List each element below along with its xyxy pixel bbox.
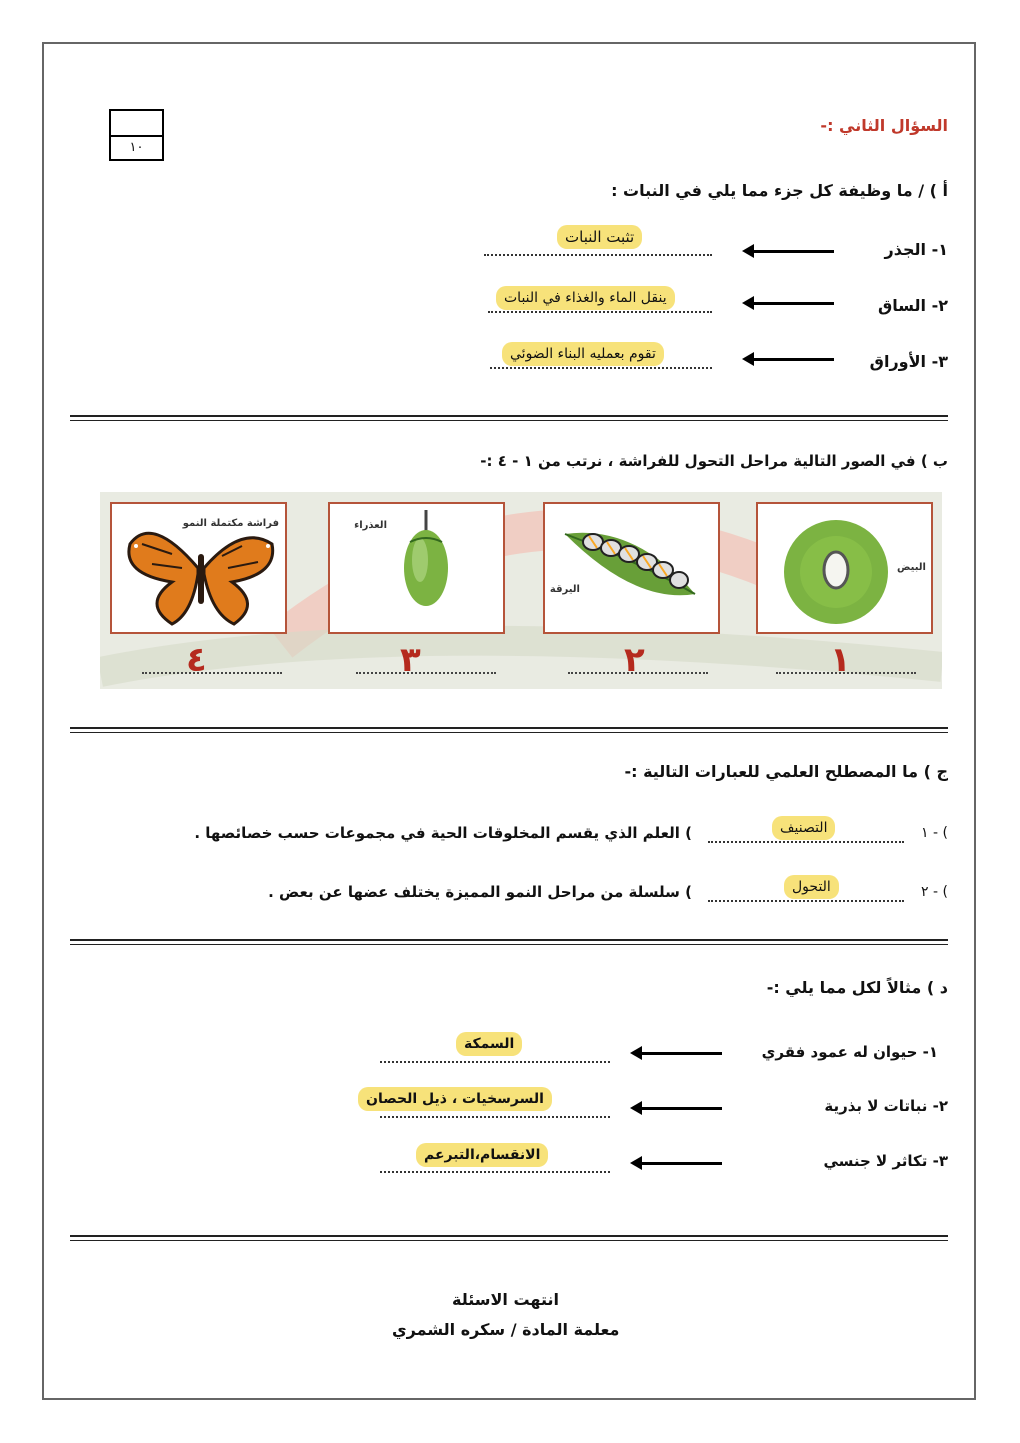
stage-panel-2 [543,502,720,634]
d-item-2-label: ٢- نباتات لا بذرية [824,1097,948,1115]
d-item-3-label: ٣- تكاثر لا جنسي [823,1152,948,1170]
a-item-3-arrow [752,358,834,361]
stage-2-label: اليرقة [549,584,580,595]
section-c-prompt: ج ) ما المصطلح العلمي للعبارات التالية :- [624,762,948,781]
c-item-2-num: ٢ - ( [921,884,948,900]
a-item-1-label: ١- الجذر [884,240,948,259]
a-item-3-label: ٣- الأوراق [869,352,948,371]
stage-2-number: ٢ [624,640,645,680]
a-item-2-answer-line [488,311,712,313]
section-a-prompt: أ ) / ما وظيفة كل جزء مما يلي في النبات : [611,181,948,200]
d-item-3-answer-line [380,1171,610,1173]
separator-2 [70,727,948,733]
stage-4-label: فراشة مكتملة النمو [182,518,279,529]
butterfly-stages-image [100,492,942,689]
c-item-1-answer: التصنيف [772,816,835,840]
score-box [109,109,164,161]
c-item-2-text: ) سلسلة من مراحل النمو المميزة يختلف عضها عن بعض . [268,883,692,901]
a-item-3-answer: تقوم بعمليه البناء الضوئي [502,342,664,366]
d-item-1-label: ١- حيوان له عمود فقري [761,1043,938,1061]
stage-3-answer-line [356,672,496,674]
a-item-2-label: ٢- الساق [877,296,948,315]
d-item-2-answer: السرسخيات ، ذيل الحصان [358,1087,552,1111]
c-item-1-answer-line [708,841,904,843]
stage-panel-3 [328,502,505,634]
stage-panel-1 [756,502,933,634]
section-d-prompt: د ) مثالاً لكل مما يلي :- [766,978,948,997]
d-item-3-arrow [640,1162,722,1165]
stage-4-number: ٤ [186,640,207,680]
teacher-name: معلمة المادة / سكره الشمري [392,1320,620,1339]
a-item-2-arrow [752,302,834,305]
stage-panel-4 [110,502,287,634]
separator-3 [70,939,948,945]
egg-icon [758,504,931,632]
stage-1-label: البيض [897,562,926,573]
page-frame [42,42,976,1400]
score-value: ١٠ [129,140,144,155]
a-item-2-answer: ينقل الماء والغذاء في النبات [496,286,675,310]
a-item-3-answer-line [490,367,712,369]
d-item-1-arrow [640,1052,722,1055]
caterpillar-icon [545,504,718,632]
section-b-prompt: ب ) في الصور التالية مراحل التحول للفراشة ، نرتب من ١ - ٤ :- [480,452,948,470]
c-item-2-answer-line [708,900,904,902]
separator-4 [70,1235,948,1241]
question-title: السؤال الثاني :- [820,116,948,135]
stage-3-number: ٣ [400,640,421,680]
a-item-1-arrow [752,250,834,253]
stage-3-label: العذراء [354,520,387,531]
c-item-1-text: ) العلم الذي يقسم المخلوقات الحية في مجموعات حسب خصائصها . [194,824,692,842]
stage-1-number: ١ [830,640,851,680]
c-item-2-answer: التحول [784,875,839,899]
d-item-1-answer-line [380,1061,610,1063]
d-item-2-answer-line [380,1116,610,1118]
separator-1 [70,415,948,421]
a-item-1-answer-line [484,254,712,256]
d-item-3-answer: الانقسام،التبرعم [416,1143,548,1167]
end-of-questions: انتهت الاسئلة [452,1290,559,1309]
c-item-1-num: ١ - ( [921,825,948,841]
butterfly-icon [112,504,285,632]
d-item-1-answer: السمكة [456,1032,522,1056]
d-item-2-arrow [640,1107,722,1110]
stage-4-answer-line [142,672,282,674]
chrysalis-icon [330,504,503,632]
a-item-1-answer: تثبت النبات [557,225,642,249]
